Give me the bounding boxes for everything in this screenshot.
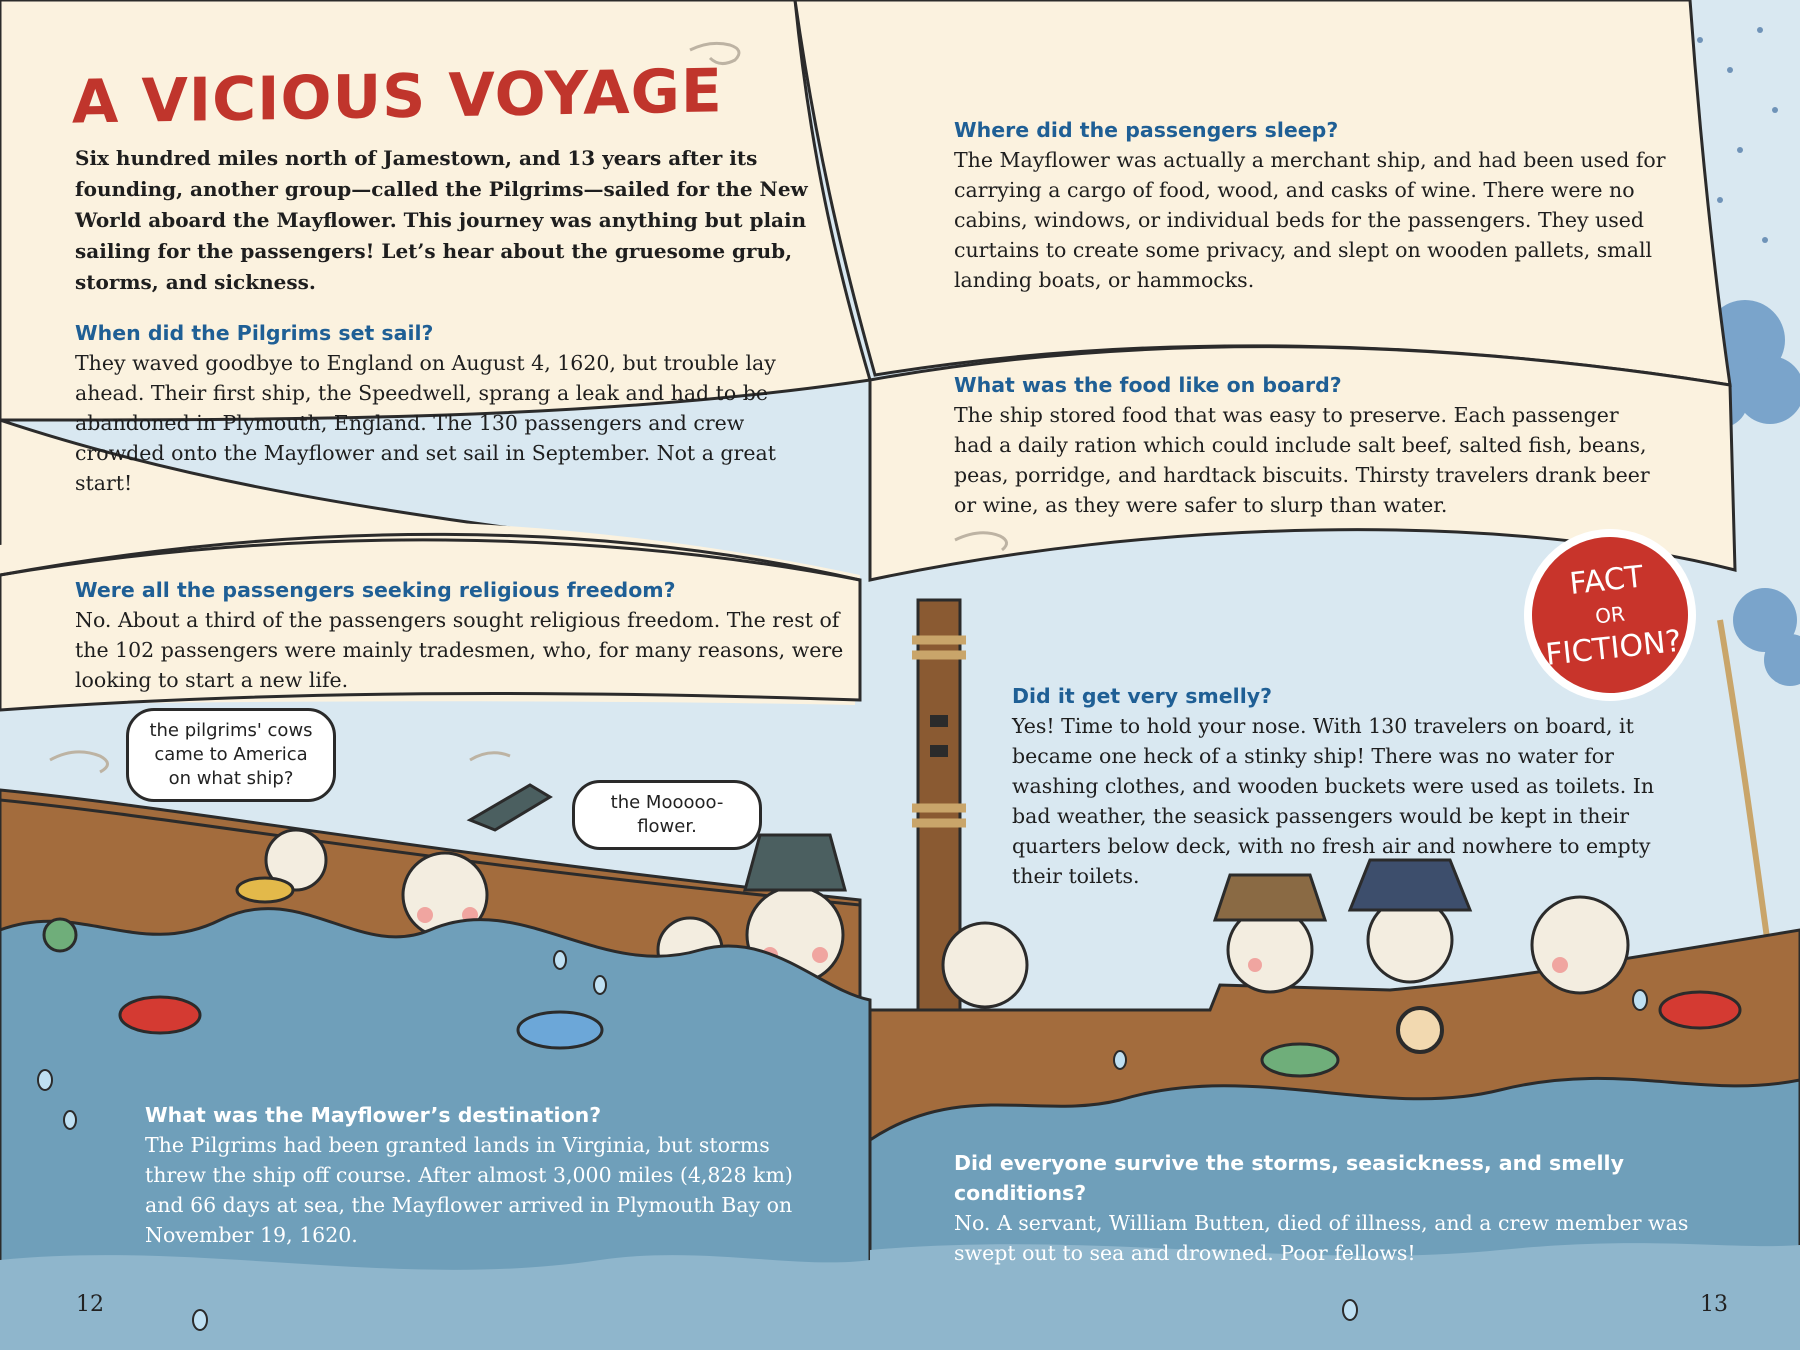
section-set-sail — [75, 318, 835, 498]
section-heading: Were all the passengers seeking religious freedom? — [75, 578, 676, 602]
section-sleep — [954, 115, 1674, 295]
section-heading: What was the food like on board? — [954, 373, 1342, 397]
speech-bubble-answer: the Mooooo-flower. — [572, 780, 762, 850]
section-text: No. A servant, William Butten, died of illness, and a crew member was swept out to sea and drowned. Poor fellows! — [954, 1211, 1689, 1265]
section-destination — [145, 1100, 795, 1250]
speech-bubble-question: the pilgrims' cows came to America on what ship? — [126, 708, 336, 802]
section-heading: Did everyone survive the storms, seasickness, and smelly conditions? — [954, 1151, 1624, 1205]
intro-text: Six hundred miles north of Jamestown, and 13 years after its founding, another group—called the Pilgrims—sailed for the New World aboard the Mayflower. This journey was anything but plain sailing for the passengers! Let’s hear about the gruesome grub, storms, and sickness. — [75, 146, 808, 294]
section-text: Yes! Time to hold your nose. With 130 travelers on board, it became one heck of a stinky ship! There was no water for washing clothes, and wooden buckets were used as toilets. In bad weather, the seasick passengers would be kept in their quarters below deck, with no fresh air and nowhere to empty their toilets. — [1012, 714, 1655, 888]
intro-block — [75, 143, 855, 298]
section-smelly — [1012, 681, 1672, 891]
section-text: The Mayflower was actually a merchant ship, and had been used for carrying a cargo of food, wood, and casks of wine. There were no cabins, windows, or individual beds for the passengers. They used curtains to create some privacy, and slept on wooden pallets, small landing boats, or hammocks. — [954, 148, 1666, 292]
badge-line-fiction: FICTION? — [1543, 623, 1684, 673]
badge-line-fact: FACT — [1567, 559, 1645, 602]
section-text: They waved goodbye to England on August 4, 1620, but trouble lay ahead. Their first ship, the Speedwell, sprang a leak and had to be abandoned in Plymouth, England. The 130 passengers and crew crowded onto the Mayflower and set sail in September. Not a great start! — [75, 351, 776, 495]
section-religious — [75, 575, 845, 695]
section-survive — [954, 1148, 1714, 1268]
section-heading: When did the Pilgrims set sail? — [75, 321, 434, 345]
section-heading: Where did the passengers sleep? — [954, 118, 1339, 142]
section-heading: What was the Mayflower’s destination? — [145, 1103, 602, 1127]
section-text: The ship stored food that was easy to preserve. Each passenger had a daily ration which could include salt beef, salted fish, beans, peas, porridge, and hardtack biscuits. Thirsty travelers drank beer or wine, as they were safer to slurp than water. — [954, 403, 1650, 517]
badge-line-or: OR — [1593, 601, 1626, 629]
section-text: The Pilgrims had been granted lands in Virginia, but storms threw the ship off course. After almost 3,000 miles (4,828 km) and 66 days at sea, the Mayflower arrived in Plymouth Bay on November 19, 1620. — [145, 1133, 793, 1247]
section-text: No. About a third of the passengers sought religious freedom. The rest of the 102 passengers were mainly tradesmen, who, for many reasons, were looking to start a new life. — [75, 608, 844, 692]
section-food — [954, 370, 1654, 520]
page-number-left: 12 — [76, 1292, 104, 1317]
section-heading: Did it get very smelly? — [1012, 684, 1272, 708]
page-number-right: 13 — [1700, 1292, 1728, 1317]
page-title: A VICIOUS VOYAGE — [72, 56, 723, 138]
